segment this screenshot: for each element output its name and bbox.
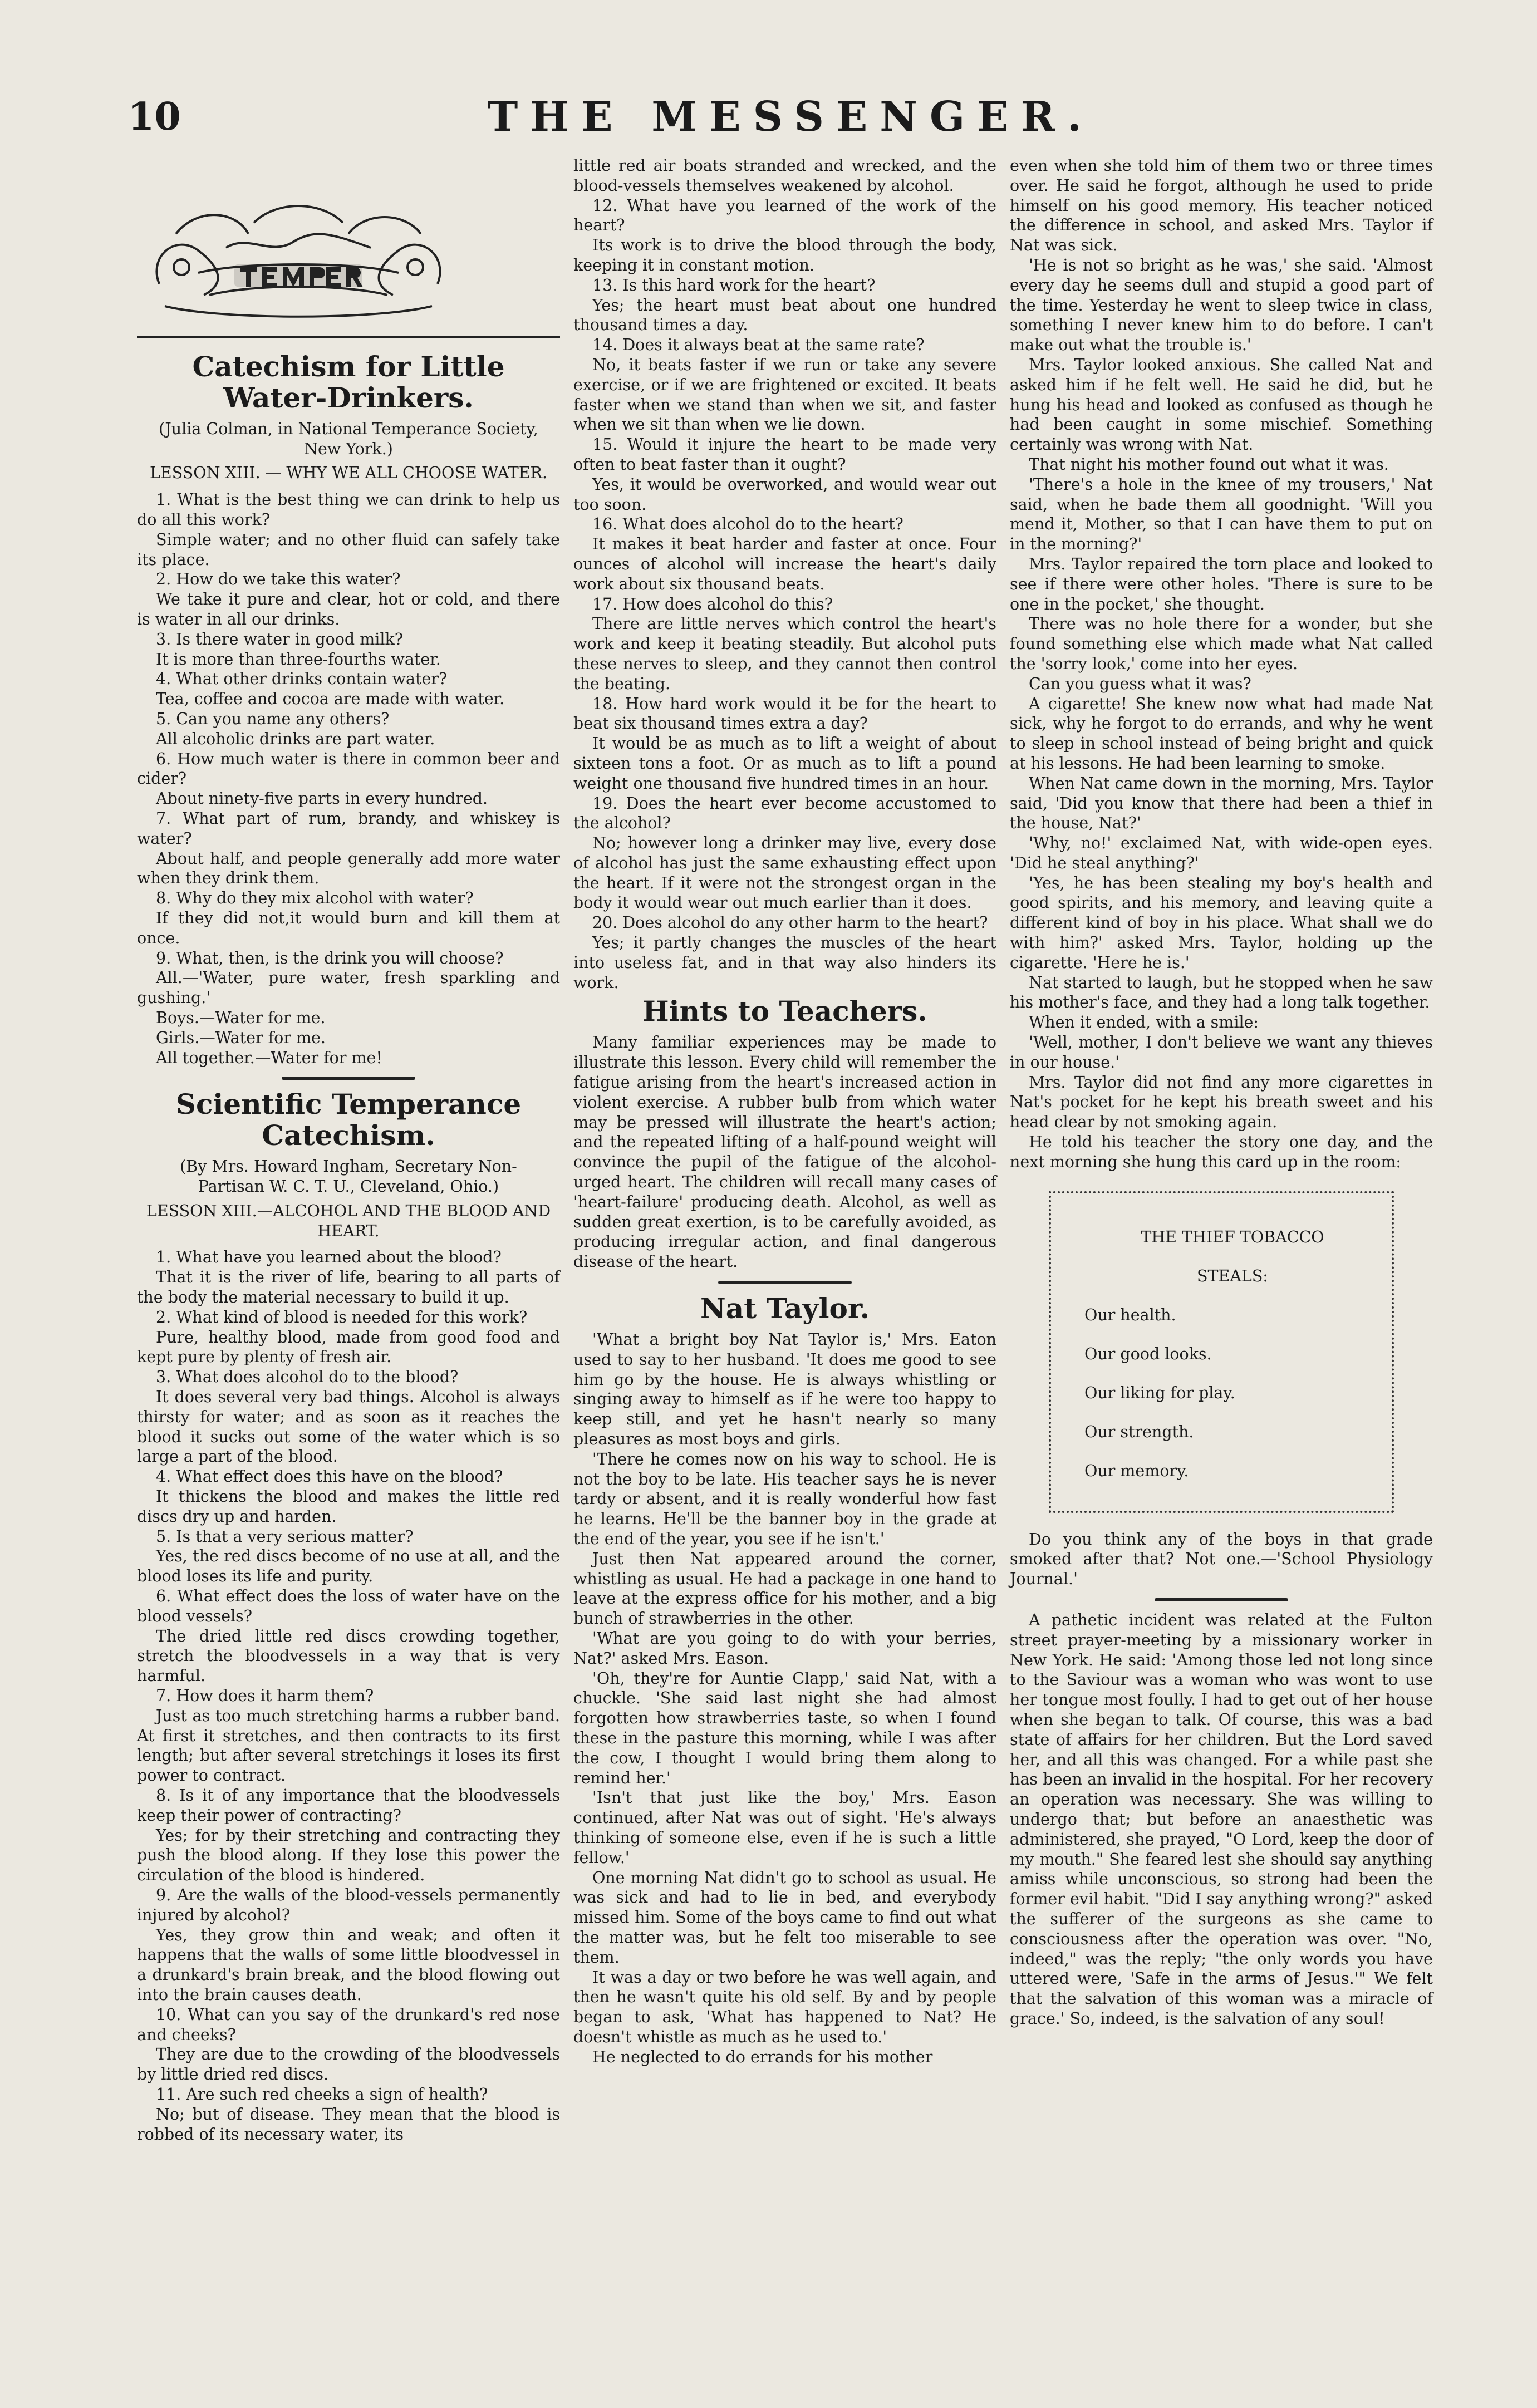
paragraph: Mrs. Taylor did not find any more cigarettes in Nat's pocket for he kept his breath sweet and his head clear by not smoking again.: [1010, 1073, 1433, 1132]
paragraph: Pure, healthy blood, made from good food and kept pure by plenty of fresh air.: [137, 1328, 560, 1367]
paragraph: Girls.—Water for me.: [156, 1028, 326, 1047]
paragraph: 2. How do we take this water?: [156, 570, 401, 589]
paragraph: 'There he comes now on his way to school. He is not the boy to be late. His teacher says he is never tardy or absent, and it is really wonderful how fast he learns. He'll be the banner boy in the grade at the end of the year, you see if he isn't.': [573, 1449, 996, 1548]
paragraph: When it ended, with a smile:: [1029, 1013, 1259, 1032]
paragraph: Many familiar experiences may be made to illustrate this lesson. Every child will remember the fatigue arising from the heart's increased action in violent exercise. A rubber bulb from which water may be pressed will illustrate the heart's action; and the repeated lifting of a half-pound weight will convince the pupil of the fatigue of the alcohol-urged heart. The children will recall many cases of 'heart-failure' producing death. Alcohol, as well as sudden great exertion, is to be carefully avoided, as producing irregular action, and final dangerous disease of the heart.: [573, 1033, 996, 1271]
paragraph: 1. What have you learned about the blood?: [156, 1248, 502, 1267]
paragraph: 5. Is that a very serious matter?: [156, 1527, 414, 1546]
paragraph: Can you guess what it was?: [1029, 674, 1251, 693]
paragraph: 8. Why do they mix alcohol with water?: [156, 889, 474, 908]
section-divider: [282, 1077, 415, 1080]
paragraph: Yes, the red discs become of no use at all, and the blood loses its life and purity.: [137, 1547, 560, 1586]
paragraph: Yes, it would be overworked, and would wear out too soon.: [573, 475, 996, 514]
paragraph: It makes it beat harder and faster at once. Four ounces of alcohol will increase the heart's daily work about six thousand beats.: [573, 535, 996, 593]
paragraph: 20. Does alcohol do any other harm to the heart?: [592, 913, 988, 932]
card-subtitle: STEALS:: [1197, 1266, 1268, 1285]
paragraph: 'What a bright boy Nat Taylor is,' Mrs. Eaton used to say to her husband. 'It does me good to see him go by the house. He is always whistling or singing away to himself as if he were too happy to keep still, and yet he hasn't nearly so many pleasures as most boys and girls.: [573, 1330, 996, 1449]
paragraph: We take it pure and clear, hot or cold, and there is water in all our drinks.: [137, 590, 560, 628]
paragraph: Just as too much stretching harms a rubber band. At first it stretches, and then contracts to its first length; but after several stretchings it loses its first power to contract.: [137, 1706, 560, 1785]
catechism-little-lesson: LESSON XIII. — WHY WE ALL CHOOSE WATER.: [149, 464, 548, 483]
column-2: [573, 156, 996, 2067]
temperance-ornamental-logo-icon: [143, 200, 454, 328]
paragraph: 13. Is this hard work for the heart?: [592, 276, 876, 294]
paragraph: Mrs. Taylor repaired the torn place and looked to see if there were other holes. 'There is sure to be one in the pocket,' she thought.: [1010, 554, 1433, 613]
paragraph: They are due to the crowding of the bloodvessels by little dried red discs.: [137, 2045, 560, 2084]
column-1: [137, 156, 560, 2144]
paragraph: 3. Is there water in good milk?: [156, 630, 404, 648]
paragraph: A pathetic incident was related at the Fulton street prayer-meeting by a missionary worker in New York. He said: 'Among those led not long since to the Saviour was a woman who was wont to use her tongue most foully. I had to get out of her house when she began to talk. Of course, this was a bad state of affairs for her children. But the Lord saved her, and all this was changed. For a while past she has been an invalid in the hospital. For her recovery an operation was necessary. She was willing to undergo that; but before an anaesthetic was administered, she prayed, "O Lord, keep the door of my mouth." She feared lest she should say anything amiss while unconscious, so strong had been the former evil habit. "Did I say anything wrong?" asked the sufferer of the surgeons as she came to consciousness after the operation was over. "No, indeed," was the reply; "the only words you have uttered were, 'Safe in the arms of Jesus.'" We felt that the salvation of this woman was a miracle of grace.' So, indeed, is the salvation of any soul!: [1010, 1611, 1433, 2028]
paragraph: 1. What is the best thing we can drink to help us do all this work?: [137, 490, 560, 529]
paragraph: 5. Can you name any others?: [156, 709, 390, 728]
paragraph: 7. What part of rum, brandy, and whiskey is water?: [137, 809, 560, 848]
thief-tobacco-card: [1049, 1191, 1394, 1513]
paragraph: When Nat came down in the morning, Mrs. Taylor said, 'Did you know that there had been a thief in the house, Nat?': [1010, 774, 1433, 833]
paragraph: There was no hole there for a wonder, but she found something else which made what Nat called the 'sorry look,' come into her eyes.: [1010, 615, 1433, 673]
paragraph: It would be as much as to lift a weight of about sixteen tons a foot. Or as much as to lift a pound weight one thousand five hundred times in an hour.: [573, 734, 996, 793]
paragraph: 9. What, then, is the drink you will choose?: [156, 949, 504, 967]
paragraph: A cigarette! She knew now what had made Nat sick, why he forgot to do errands, and why he went to sleep in school instead of being bright and quick at his lessons. He had been learning to smoke.: [1010, 694, 1433, 773]
scientific-lesson: LESSON XIII.—ALCOHOL AND THE BLOOD AND HEART.: [146, 1201, 551, 1240]
paragraph: It does several very bad things. Alcohol is always thirsty for water; and as soon as it reaches the blood it sucks out some of the water which is so large a part of the blood.: [137, 1388, 560, 1466]
catechism-little-title: Catechism for Little Water-Drinkers.: [192, 350, 505, 414]
paragraph: 4. What other drinks contain water?: [156, 670, 448, 689]
newspaper-title: THE MESSENGER.: [487, 93, 1094, 141]
column-3: [1010, 156, 1433, 2029]
paragraph: Yes; for by their stretching and contracting they push the blood along. If they lose this power the circulation of the blood is hindered.: [137, 1826, 560, 1885]
paragraph: 'Why, no!' exclaimed Nat, with wide-open eyes. 'Did he steal anything?': [1010, 834, 1433, 872]
paragraph: If they did not,it would burn and kill them at once.: [137, 908, 560, 947]
paragraph: There are little nerves which control the heart's work and keep it beating steadily. But alcohol puts these nerves to sleep, and they cannot then control the beating.: [573, 615, 996, 693]
section-divider: [1155, 1598, 1288, 1601]
catechism-little-credit: (Julia Colman, in National Temperance Society, New York.): [159, 419, 538, 458]
paragraph: Tea, coffee and cocoa are made with water.: [156, 690, 505, 709]
paragraph: Mrs. Taylor looked anxious. She called Nat and asked him if he felt well. He said he did, but he hung his head and looked as confused as though he had been caught in some mischief. Something certainly was wrong with Nat.: [1010, 355, 1433, 454]
scientific-title: Scientific Temperance Catechism.: [175, 1088, 522, 1152]
paragraph: Nat started to laugh, but he stopped when he saw his mother's face, and they had a long talk together.: [1010, 973, 1433, 1012]
paragraph: It is more than three-fourths water.: [156, 650, 441, 669]
paragraph: No; however long a drinker may live, every dose of alcohol has just the same exhausting effect upon the heart. If it were not the strongest organ in the body it would wear out much earlier than it does.: [573, 834, 996, 912]
paragraph: Yes; the heart must beat about one hundred thousand times a day.: [573, 296, 996, 335]
paragraph: 17. How does alcohol do this?: [592, 594, 833, 613]
paragraph: 15. Would it injure the heart to be made very often to beat faster than it ought?: [573, 435, 996, 474]
paragraph: Just then Nat appeared around the corner, whistling as usual. He had a package in one hand to leave at the express office for his mother, and a big bunch of strawberries in the other.: [573, 1549, 996, 1628]
hints-title: Hints to Teachers.: [642, 995, 927, 1028]
paragraph: 'What are you going to do with your berries, Nat?' asked Mrs. Eason.: [573, 1629, 996, 1668]
paragraph: He told his teacher the story one day, and the next morning she hung this card up in the room:: [1010, 1133, 1433, 1171]
paragraph: even when she told him of them two or three times over. He said he forgot, although he used to pride himself on his good memory. His teacher noticed the difference in school, and asked Mrs. Taylor if Nat was sick.: [1010, 156, 1433, 255]
paragraph: About ninety-five parts in every hundred.: [156, 789, 488, 808]
paragraph: Boys.—Water for me.: [156, 1008, 326, 1027]
paragraph: 3. What does alcohol do to the blood?: [156, 1368, 459, 1387]
paragraph: One morning Nat didn't go to school as usual. He was sick and had to lie in bed, and everybody missed him. Some of the boys came to find out what the matter was, but he felt too miserable to see them.: [573, 1868, 996, 1967]
paragraph: Its work is to drive the blood through the body, keeping it in constant motion.: [573, 236, 996, 274]
paragraph: 18. How hard work would it be for the heart to beat six thousand times extra a day?: [573, 694, 996, 733]
paragraph: 11. Are such red cheeks a sign of health?: [156, 2085, 488, 2104]
paragraph: 'Oh, they're for Auntie Clapp,' said Nat, with a chuckle. 'She said last night she had almost forgotten how strawberries taste, so when I found these in the pasture this morning, while I was after the cow, I thought I would bring them along to remind her.': [573, 1669, 996, 1787]
card-line: Our liking for play.: [1084, 1383, 1235, 1402]
masthead: [128, 89, 1453, 150]
paragraph: 2. What kind of blood is needed for this work?: [156, 1308, 528, 1326]
paragraph: It thickens the blood and makes the little red discs dry up and harden.: [137, 1487, 560, 1526]
paragraph: He neglected to do errands for his mother: [592, 2047, 933, 2066]
section-divider: [718, 1281, 852, 1284]
paragraph: 6. What effect does the loss of water have on the blood vessels?: [137, 1587, 560, 1625]
paragraph: 'Well, mother, I don't believe we want any thieves in our house.': [1010, 1033, 1433, 1072]
card-line: Our health.: [1084, 1305, 1176, 1324]
paragraph: All alcoholic drinks are part water.: [156, 729, 435, 748]
paragraph: That night his mother found out what it was.: [1029, 455, 1389, 474]
paragraph: 16. What does alcohol do to the heart?: [592, 515, 903, 534]
paragraph: Yes; it partly changes the muscles of the heart into useless fat, and in that way also hinders its work.: [573, 933, 996, 992]
paragraph: No; but of disease. They mean that the blood is robbed of its necessary water, its: [137, 2105, 560, 2144]
paragraph: 9. Are the walls of the blood-vessels permanently injured by alcohol?: [137, 1885, 560, 1924]
paragraph: 'Yes, he has been stealing my boy's health and good spirits, and his memory, and leaving quite a different kind of boy in his place. What shall we do with him?' asked Mrs. Taylor, holding up the cigarette. 'Here he is.': [1010, 873, 1433, 972]
paragraph: Simple water; and no other fluid can safely take its place.: [137, 530, 560, 569]
card-line: Our strength.: [1084, 1422, 1194, 1441]
card-line: Our good looks.: [1084, 1344, 1212, 1363]
paragraph: 10. What can you say of the drunkard's red nose and cheeks?: [137, 2005, 560, 2044]
paragraph: It was a day or two before he was well again, and then he wasn't quite his old self. By and by people began to ask, 'What has happened to Nat? He doesn't whistle as much as he used to.': [573, 1968, 996, 2046]
card-line: Our memory.: [1084, 1461, 1189, 1480]
divider-rule: [137, 336, 560, 338]
scientific-credit: (By Mrs. Howard Ingham, Secretary Non-Partisan W. C. T. U., Cleveland, Ohio.): [180, 1157, 517, 1196]
paragraph: 4. What effect does this have on the blood?: [156, 1467, 503, 1486]
paragraph: 'Isn't that just like the boy,' Mrs. Eason continued, after Nat was out of sight. 'He's always thinking of someone else, even if he is such a little fellow.': [573, 1788, 996, 1867]
page-number: 10: [128, 95, 181, 139]
paragraph: little red air boats stranded and wrecked, and the blood-vessels themselves weakened by alcohol.: [573, 156, 996, 195]
paragraph: 7. How does it harm them?: [156, 1687, 374, 1706]
paragraph: 12. What have you learned of the work of the heart?: [573, 196, 996, 235]
card-title: THE THIEF TOBACCO: [1141, 1227, 1324, 1246]
paragraph: 'He is not so bright as he was,' she said. 'Almost every day he seems dull and stupid a good part of the time. Yesterday he went to sleep twice in class, something I never knew him to do before. I can't make out what the trouble is.': [1010, 255, 1433, 355]
paragraph: 14. Does it always beat at the same rate?: [592, 336, 925, 355]
nat-title: Nat Taylor.: [700, 1292, 870, 1325]
paragraph: All.—'Water, pure water, fresh sparkling and gushing.': [137, 969, 560, 1008]
paragraph: Do you think any of the boys in that grade smoked after that? Not one.—'School Physiology Journal.': [1010, 1530, 1433, 1589]
paragraph: 'There's a hole in the knee of my trousers,' Nat said, when he bade them all goodnight. 'Will you mend it, Mother, so that I can have them to put on in the morning?': [1010, 475, 1433, 554]
paragraph: Yes, they grow thin and weak; and often it happens that the walls of some little bloodvessel in a drunkard's brain break, and the blood flowing out into the brain causes death.: [137, 1925, 560, 2004]
paragraph: 19. Does the heart ever become accustomed to the alcohol?: [573, 794, 996, 833]
paragraph: The dried little red discs crowding together, stretch the bloodvessels in a way that is very harmful.: [137, 1626, 560, 1685]
paragraph: 8. Is it of any importance that the bloodvessels keep their power of contracting?: [137, 1786, 560, 1825]
paragraph: No, it beats faster if we run or take any severe exercise, or if we are frightened or excited. It beats faster when we stand than when we sit, and faster when we sit than when we lie down.: [573, 355, 996, 434]
paragraph: About half, and people generally add more water when they drink them.: [137, 849, 560, 888]
paragraph: That it is the river of life, bearing to all parts of the body the material necessary to build it up.: [137, 1268, 560, 1307]
paragraph: All together.—Water for me!: [156, 1048, 382, 1067]
paragraph: 6. How much water is there in common beer and cider?: [137, 749, 560, 788]
